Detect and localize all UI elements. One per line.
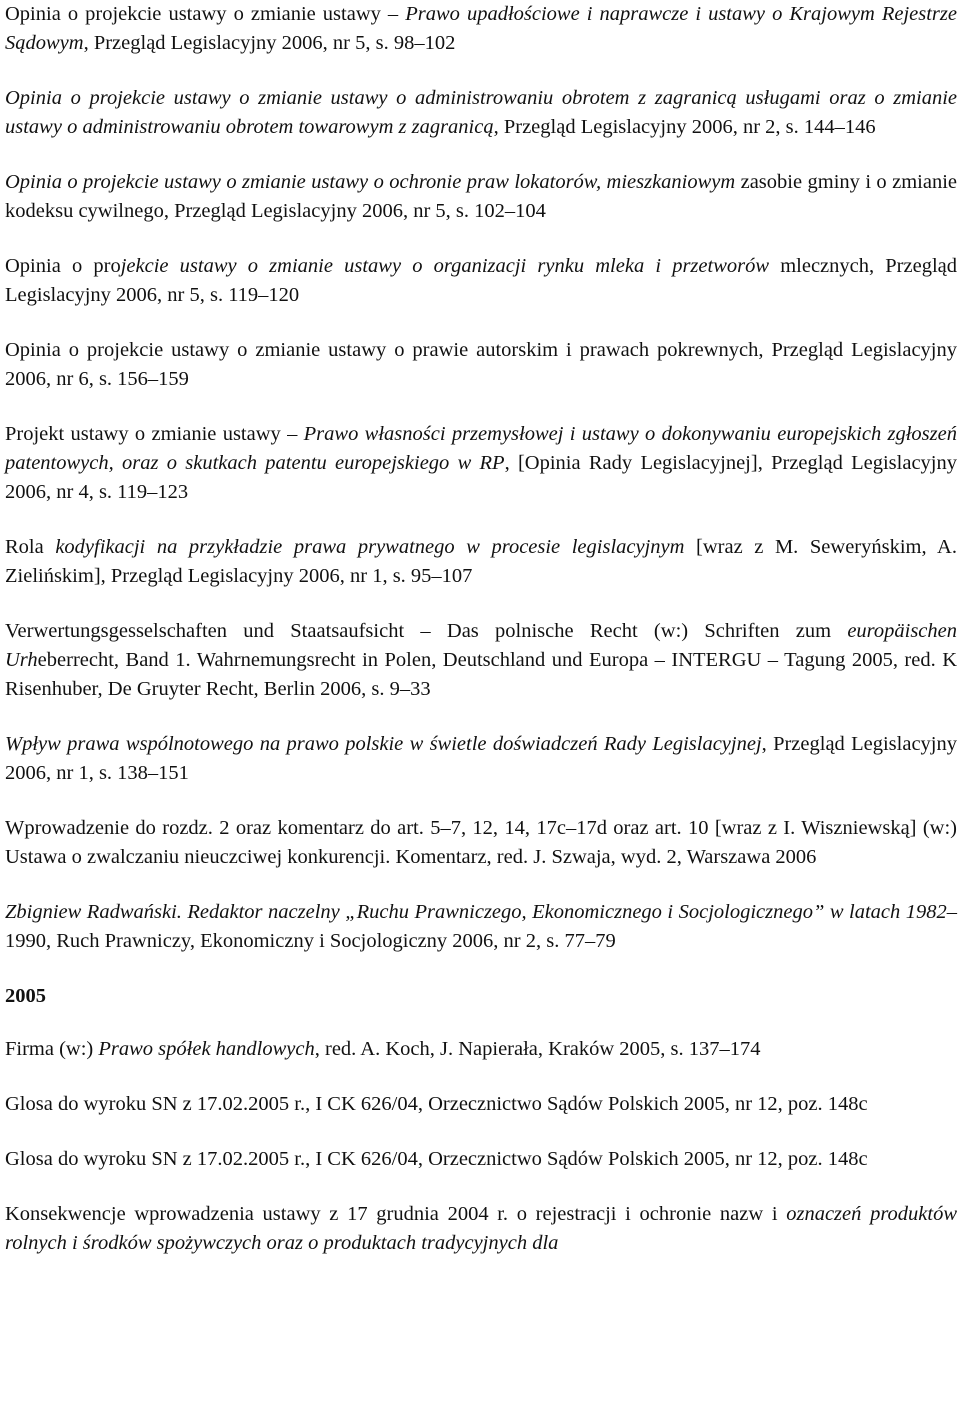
entry-title-italic: Prawo spółek handlowych [98, 1038, 315, 1060]
bibliography-entry [5, 84, 957, 142]
bibliography-entry [5, 1035, 957, 1064]
entry-title-italic: Wpływ prawa wspólnotowego na prawo polskie w świetle doświadczeń Rady Legislacyjnej [5, 733, 762, 755]
bibliography-page [5, 0, 957, 1284]
entry-title-italic: Prawo własności przemysłowej i ustawy o dokonywaniu europejskich zgłoszeń patentowych, oraz o skutkach patentu europejskiego w RP [5, 423, 957, 474]
bibliography-entry [5, 420, 957, 507]
bibliography-entry [5, 617, 957, 704]
bibliography-entry [5, 1145, 957, 1174]
entry-text: Glosa do wyroku SN z 17.02.2005 r., I CK 626/04, Orzecznictwo Sądów Polskich 2005, nr 12, poz. 148c [5, 1093, 868, 1115]
entry-text: Firma (w:) [5, 1038, 99, 1060]
bibliography-entry [5, 336, 957, 394]
entry-title-italic: Zbigniew Radwański. Redaktor naczelny „Ruchu Prawniczego, Ekonomicznego i Socjologicznego” w latach 1982 [5, 901, 947, 923]
entry-text: mlecznych, Przegląd Legislacyjny 2006, nr 5, s. 119–120 [5, 255, 957, 306]
entry-text: Opinia o projekcie ustawy o zmianie ustawy – [5, 3, 406, 25]
bibliography-entry [5, 252, 957, 310]
bibliography-entry [5, 814, 957, 872]
bibliography-entry [5, 168, 957, 226]
entry-text: Opinia o projekcie ustawy o zmianie ustawy o prawie autorskim i prawach pokrewnych, Przegląd Legislacyjny 2006, nr 6, s. 156–159 [5, 339, 957, 390]
entry-text: , red. A. Koch, J. Napierała, Kraków 2005, s. 137–174 [314, 1038, 761, 1060]
entry-text: Verwertungsgesselschaften und Staatsaufsicht – Das polnische Recht (w:) Schriften zum [5, 620, 848, 642]
entry-text: Projekt ustawy o zmianie ustawy – [5, 423, 304, 445]
entry-text: Rola [5, 536, 56, 558]
bibliography-entry [5, 898, 957, 956]
entry-title-italic: Prawo upadłościowe i naprawcze i ustawy o Krajowym Rejestrze Sądowym [5, 3, 957, 54]
entry-title-italic: kodyfikacji na przykładzie prawa prywatnego w procesie legislacyjnym [55, 536, 685, 558]
bibliography-entry [5, 1090, 957, 1119]
entry-text: –1990, Ruch Prawniczy, Ekonomiczny i Socjologiczny 2006, nr 2, s. 77–79 [5, 901, 957, 952]
entry-text: zasobie gminy i o zmianie kodeksu cywilnego, Przegląd Legislacyjny 2006, nr 5, s. 102–104 [5, 171, 957, 222]
entry-text: Glosa do wyroku SN z 17.02.2005 r., I CK 626/04, Orzecznictwo Sądów Polskich 2005, nr 12, poz. 148c [5, 1148, 868, 1170]
entry-title-italic: europäischen Urh [5, 620, 957, 671]
entry-title-italic: Opinia o projekcie ustawy o zmianie ustawy o ochronie praw lokatorów, mieszkaniowym [5, 171, 736, 193]
entry-text: [wraz z M. Seweryńskim, A. Zielińskim], Przegląd Legislacyjny 2006, nr 1, s. 95–107 [5, 536, 957, 587]
entry-text: Wprowadzenie do rozdz. 2 oraz komentarz do art. 5–7, 12, 14, 17c–17d oraz art. 10 [wraz z I. Wiszniewską] (w:) Ustawa o zwalczaniu nieuczciwej konkurencji. Komentarz, red. J. Szwaja, wyd. 2, Warszawa 2006 [5, 817, 957, 868]
bibliography-entry [5, 730, 957, 788]
bibliography-entry [5, 533, 957, 591]
entry-text: , Przegląd Legislacyjny 2006, nr 2, s. 144–146 [493, 116, 876, 138]
bibliography-entry [5, 0, 957, 58]
entry-title-italic: Opinia o projekcie ustawy o zmianie ustawy o administrowaniu obrotem z zagranicą usługami oraz o zmianie ustawy o administrowaniu obrotem towarowym z zagranicą [5, 87, 957, 138]
publication-list-2006 [5, 0, 957, 956]
entry-text: Opinia o pro [5, 255, 121, 277]
publication-list-2005 [5, 1035, 957, 1258]
entry-title-italic: jekcie ustawy o zmianie ustawy o organizacji rynku mleka i przetworów [120, 255, 770, 277]
entry-text: , Przegląd Legislacyjny 2006, nr 1, s. 138–151 [5, 733, 957, 784]
entry-text: eberrecht, Band 1. Wahrnemungsrecht in Polen, Deutschland und Europa – INTERGU – Tagung 2005, red. K Risenhuber, De Gruyter Recht, Berlin 2006, s. 9–33 [5, 649, 957, 700]
entry-text: , [Opinia Rady Legislacyjnej], Przegląd Legislacyjny 2006, nr 4, s. 119–123 [5, 452, 957, 503]
entry-text: , Przegląd Legislacyjny 2006, nr 5, s. 98–102 [83, 32, 456, 54]
entry-text: Konsekwencje wprowadzenia ustawy z 17 grudnia 2004 r. o rejestracji i ochronie nazw i [5, 1203, 787, 1225]
entry-title-italic: oznaczeń produktów rolnych i środków spożywczych oraz o produktach tradycyjnych dla [5, 1203, 957, 1254]
year-heading: 2005 [5, 985, 46, 1007]
bibliography-entry [5, 1200, 957, 1258]
